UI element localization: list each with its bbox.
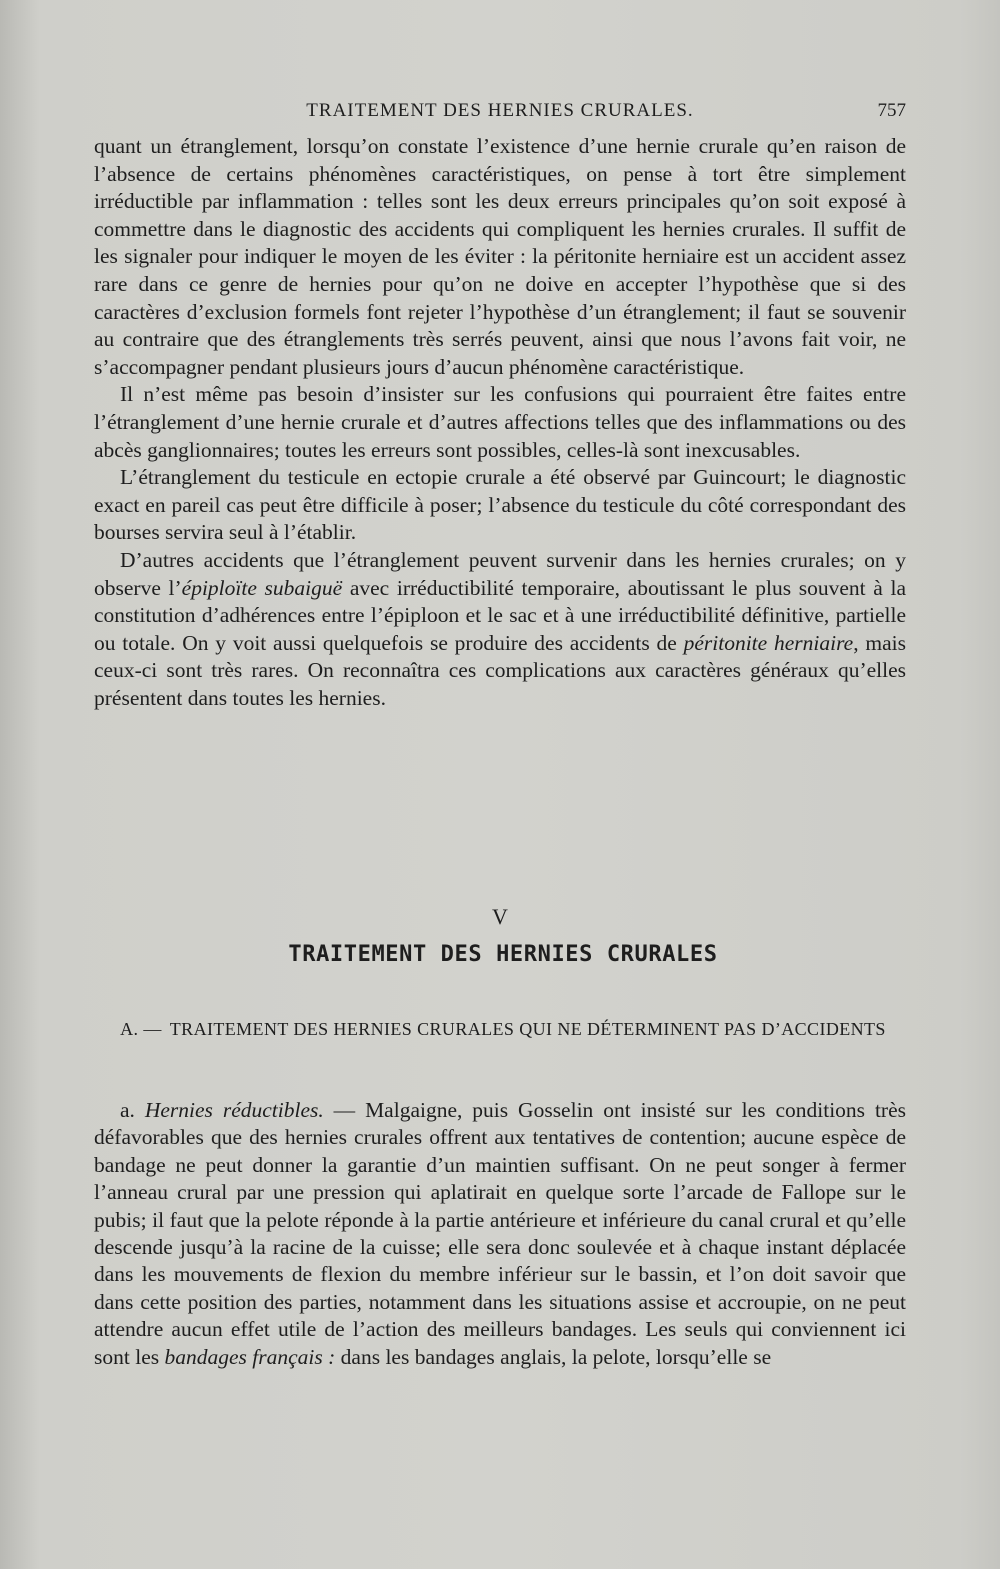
running-title: TRAITEMENT DES HERNIES CRURALES. xyxy=(306,100,694,121)
paragraph-text: Malgaigne, puis Gosselin ont insisté sur les conditions très défavorables que des hernies crurales offrent aux tentatives de contention; aucune espèce de bandage ne peut donner la garantie d’un maintien suffisant. On ne peut songer à fermer l’anneau crural par une pression qui aplatirait en quelque sorte l’arcade de Fallope sur le pubis; il faut que la pelote réponde à la partie antérieure et inférieure du canal crural et qu’elle descende jusqu’à la racine de la cuisse; elle sera donc soulevée et à chaque instant déplacée dans les mouvements de flexion du membre inférieur sur le bassin, et l’on doit savoir que dans cette position des parties, notamment dans les situations assise et accroupie, on ne peut attendre aucun effet utile de l’action des meilleurs bandages. Les seuls qui conviennent ici sont les xyxy=(94,1098,906,1369)
subsection-heading-italic: Hernies réductibles. xyxy=(144,1098,324,1122)
paragraph: quant un étranglement, lorsqu’on constate l’existence d’une hernie crurale qu’en raison de l’absence de certains phénomènes caractéristiques, on pense à tort être simplement irréductible par inflammation : telles sont les deux erreurs principales qu’on soit exposé à commettre dans le diagnostic des accidents qui compliquent les hernies crurales. Il suffit de les signaler pour indiquer le moyen de les éviter : la péritonite herniaire est un accident assez rare dans ce genre de hernies pour qu’on ne doive en accepter l’hypothèse que si des caractères d’exclusion formels font rejeter l’hypothèse d’un étranglement; il faut se souvenir au contraire que des étranglements très serrés peuvent, ainsi que nous l’avons fait voir, ne s’accompagner pendant plusieurs jours d’aucun phénomène caractéristique. xyxy=(94,134,906,379)
paragraph: L’étranglement du testicule en ectopie crurale a été observé par Guincourt; le diagnostic exact en pareil cas peut être difficile à poser; l’absence du testicule du côté correspondant des bourses servira seul à l’établir. xyxy=(94,465,906,545)
italic-term: bandages français : xyxy=(164,1344,336,1369)
subsection-heading xyxy=(108,1017,898,1041)
subsection-title: TRAITEMENT DES HERNIES CRURALES QUI NE DÉTERMINENT PAS D’ACCIDENTS xyxy=(169,1019,886,1039)
body-text-lower xyxy=(94,1097,906,1371)
paragraph-text: , mais ceux-ci sont très rares. On reconnaîtra ces complications aux caractères généraux qu’elles présentent dans toutes les hernies. xyxy=(94,630,906,710)
body-text-upper xyxy=(94,133,906,712)
page-number: 757 xyxy=(877,100,906,121)
italic-term: épiploïte subaiguë xyxy=(181,575,343,600)
paragraph-text: D’autres accidents que l’étranglement peuvent survenir dans les hernies crurales; on y observe l’ xyxy=(94,547,906,600)
subsection-letter-small: a. xyxy=(120,1098,135,1122)
paragraph: Il n’est même pas besoin d’insister sur les confusions qui pourraient être faites entre l’étranglement d’une hernie crurale et d’autres affections telles que des inflammations ou des abcès ganglionnaires; toutes les erreurs sont possibles, celles-là sont inexcusables. xyxy=(94,382,906,462)
section-title: TRAITEMENT DES HERNIES CRURALES xyxy=(288,942,718,967)
em-dash: — xyxy=(323,1098,366,1122)
subsection-letter: A. — xyxy=(120,1019,162,1039)
paragraph-text: dans les bandages anglais, la pelote, lorsqu’elle se xyxy=(335,1344,772,1369)
section-number: V xyxy=(492,904,508,929)
italic-term: péritonite herniaire xyxy=(683,630,854,655)
paragraph xyxy=(94,1097,906,1371)
paragraph-text: avec irréductibilité temporaire, aboutissant le plus souvent à la constitution d’adhérences entre l’épiploon et le sac et à une irréductibilité définitive, partielle ou totale. On y voit aussi quelquefois se produire des accidents de xyxy=(94,575,907,655)
paragraph xyxy=(94,547,906,713)
running-header xyxy=(94,98,906,128)
